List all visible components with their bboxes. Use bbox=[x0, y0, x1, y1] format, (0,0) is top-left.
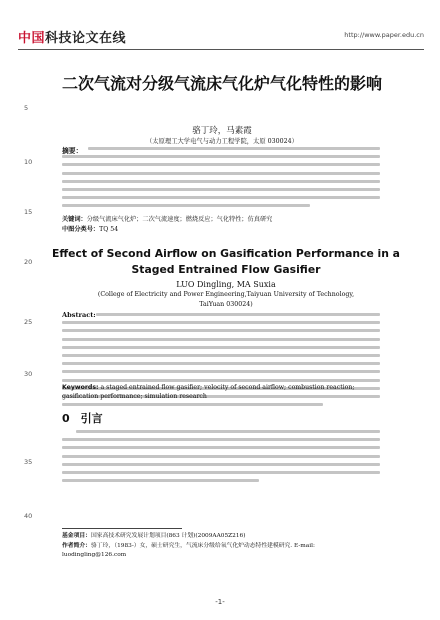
line-number: 30 bbox=[24, 370, 33, 378]
header-rule bbox=[18, 49, 424, 50]
keywords-cn: 关键词：分级气流床气化炉；二次气流速度；燃烧反应；气化特性；仿真研究 bbox=[62, 216, 273, 223]
clc-number-cn: 中图分类号：TQ 54 bbox=[62, 226, 119, 233]
paper-title-cn: 二次气流对分级气流床气化炉气化特性的影响 bbox=[61, 74, 382, 93]
abstract-cn-label: 摘要： bbox=[62, 147, 83, 155]
line-number: 20 bbox=[24, 258, 33, 266]
logo-text-black: 科技论文在线 bbox=[45, 31, 127, 46]
author-footnote: 作者简介：骆丁玲，（1983-）女，硕士研究生，气流床分级给氧气化炉动态特性建模研究. E-mail: luodingling@126.com bbox=[62, 543, 315, 558]
site-url[interactable]: http://www.paper.edu.cn bbox=[344, 31, 424, 39]
section-heading: 0 引言 bbox=[62, 412, 103, 425]
introduction-body bbox=[62, 430, 380, 487]
authors-en: LUO Dingling, MA Suxia bbox=[176, 280, 276, 289]
abstract-en-label: Abstract: bbox=[62, 311, 96, 319]
footnote-rule bbox=[62, 528, 182, 529]
site-logo[interactable] bbox=[18, 27, 126, 46]
abstract-cn-body bbox=[62, 147, 380, 213]
logo-text-red: 中国 bbox=[18, 31, 46, 46]
line-number: 15 bbox=[24, 208, 33, 216]
affiliation-cn: （太原理工大学电气与动力工程学院，太原 030024） bbox=[146, 138, 298, 145]
keywords-en: Keywords: a staged entrained flow gasifier; velocity of second airflow; combustion reaction; gasification performance; simulation research bbox=[62, 384, 355, 400]
paper-title-en: Effect of Second Airflow on Gasification Performance in a Staged Entrained Flow Gasifier bbox=[52, 247, 400, 276]
authors-cn: 骆丁玲，马素霞 bbox=[192, 126, 252, 136]
affiliation-en: (College of Electricity and Power Engineering,Taiyuan University of Technology, TaiYuan 030024) bbox=[97, 291, 355, 308]
line-number: 10 bbox=[24, 158, 33, 166]
site-header bbox=[18, 27, 424, 49]
line-number: 35 bbox=[24, 458, 33, 466]
line-number: 25 bbox=[24, 318, 33, 326]
line-number: 5 bbox=[24, 104, 29, 112]
page-number: -1- bbox=[215, 598, 225, 606]
funding-footnote: 基金项目：国家高技术研究发展计划项目(863 计划)(2009AA05Z216) bbox=[62, 533, 246, 539]
line-number: 40 bbox=[24, 512, 33, 520]
